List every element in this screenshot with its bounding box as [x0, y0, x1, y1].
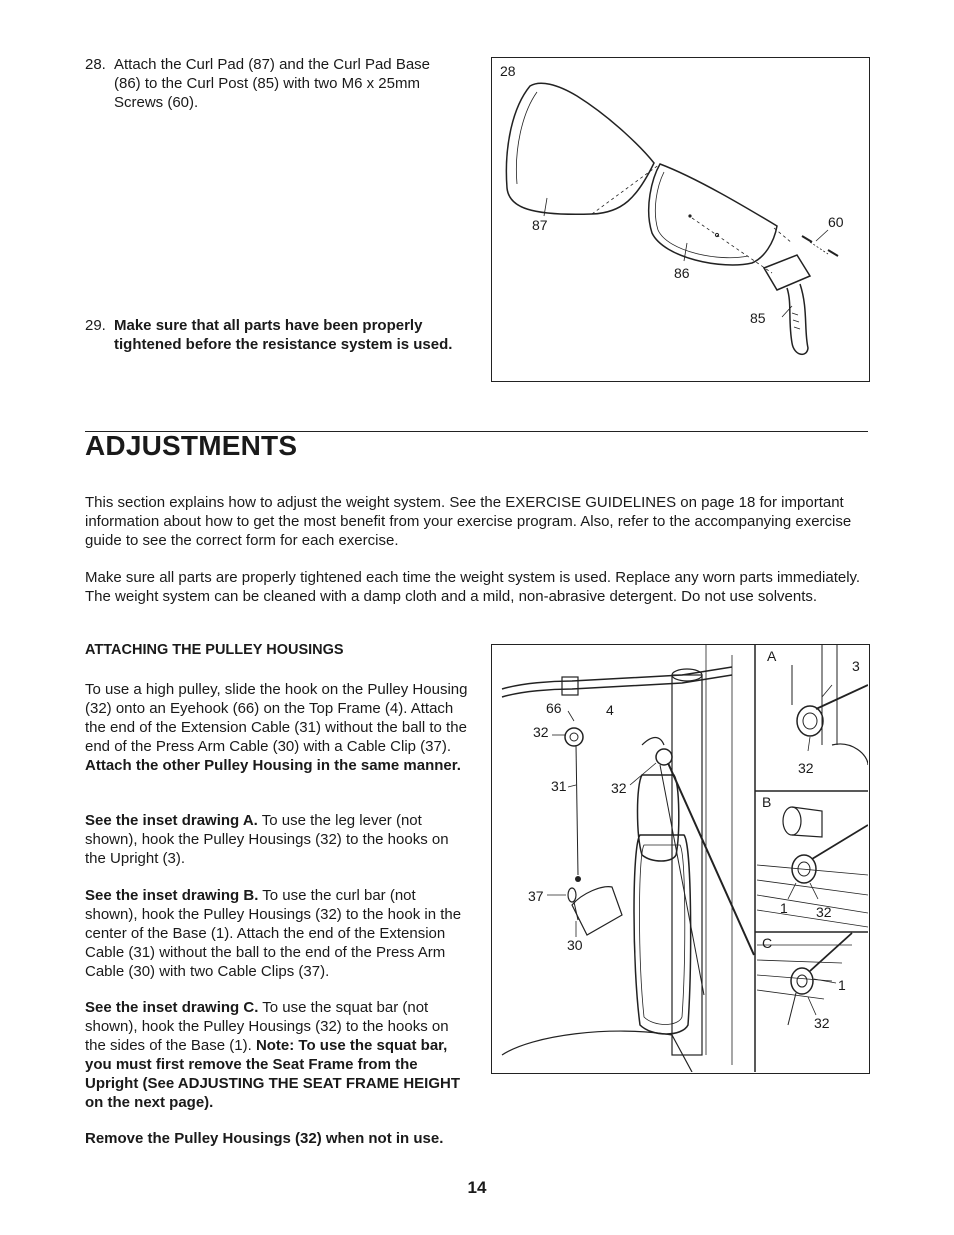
- label-86: 86: [674, 265, 690, 281]
- curl-pad-base-86: [649, 164, 777, 265]
- pulley-p1-text: To use a high pulley, slide the hook on the Pulley Housing (32) onto an Eyehook (66) on the Top Frame (4). Attach the end of the Extension Cable (31) without the ball to the end of the Press Arm Cable (30) with a Cable Clip (37).: [85, 681, 468, 755]
- figure-28: [491, 57, 870, 382]
- curl-post-85: [764, 255, 810, 290]
- pulley-paragraph-4: [85, 998, 470, 1112]
- step-28-number: 28.: [85, 56, 106, 73]
- label-30: 30: [567, 937, 583, 953]
- figure-28-drawing: [492, 58, 868, 380]
- pulley-p2-bold: See the inset drawing A.: [85, 812, 258, 829]
- label-32-upper: 32: [533, 724, 549, 740]
- inset-c-label-32: 32: [814, 1015, 830, 1031]
- step-28-text: Attach the Curl Pad (87) and the Curl Pad Base (86) to the Curl Post (85) with two M6 x 25mm Screws (60).: [114, 56, 431, 111]
- intro-paragraph-2: Make sure all parts are properly tightened each time the weight system is used. Replace any worn parts immediately. The weight system can be cleaned with a damp cloth and a mild, non-abrasive detergent. Do not use solvents.: [85, 569, 861, 605]
- inset-c-letter: C: [762, 935, 773, 951]
- pulley-heading: ATTACHING THE PULLEY HOUSINGS: [85, 642, 344, 658]
- label-4: 4: [606, 702, 614, 718]
- inset-b-label-32: 32: [816, 904, 832, 920]
- label-37: 37: [528, 888, 544, 904]
- pulley-p4-note: Note: To use the squat bar, you must first remove the Seat Frame from the Upright (See ADJUSTING THE SEAT FRAME HEIGHT on the next page).: [85, 1037, 461, 1111]
- pulley-p3-bold: See the inset drawing B.: [85, 887, 259, 904]
- label-85: 85: [750, 310, 766, 326]
- label-32-lower: 32: [611, 780, 627, 796]
- label-66: 66: [546, 700, 562, 716]
- inset-a-label-32: 32: [798, 760, 814, 776]
- inset-b-label-1: 1: [780, 900, 788, 916]
- pulley-p3-text: To use the curl bar (not shown), hook the Pulley Housings (32) to the hook in the center of the Base (1). Attach the end of the Extension Cable (31) without the ball to the end of the Press Arm Cable (30) with two Cable Clips (37).: [85, 887, 462, 980]
- page-number: 14: [467, 1178, 487, 1197]
- pulley-paragraph-1: [85, 680, 470, 775]
- figure-28-number: 28: [500, 63, 516, 79]
- label-60: 60: [828, 214, 844, 230]
- pulley-p1-bold: Attach the other Pulley Housing in the same manner.: [85, 757, 461, 774]
- curl-pad-87: [506, 83, 654, 214]
- inset-c-label-1: 1: [838, 977, 846, 993]
- inset-a-letter: A: [767, 648, 777, 664]
- pulley-p4-bold: See the inset drawing C.: [85, 999, 259, 1016]
- label-87: 87: [532, 217, 548, 233]
- step-29-text: Make sure that all parts have been properly tightened before the resistance system is used.: [114, 317, 453, 353]
- inset-a-label-3: 3: [852, 658, 860, 674]
- pulley-p4-text: To use the squat bar (not shown), hook the Pulley Housings (32) to the hooks on the sides of the Base (1).: [85, 999, 449, 1054]
- inset-b-letter: B: [762, 794, 772, 810]
- step-29-number: 29.: [85, 317, 106, 334]
- section-title: ADJUSTMENTS: [85, 430, 298, 461]
- figure-pulley-drawing: [492, 645, 868, 1072]
- label-31: 31: [551, 778, 567, 794]
- intro-paragraph-1: This section explains how to adjust the weight system. See the EXERCISE GUIDELINES on page 18 for important information about how to get the most benefit from your exercise program. Also, refer to the accompanying exercise guide to see the correct form for each exercise.: [85, 494, 852, 549]
- pulley-p2-text: To use the leg lever (not shown), hook the Pulley Housings (32) to the hooks on the Upright (3).: [85, 812, 449, 867]
- figure-pulley-housings: [491, 644, 870, 1074]
- pulley-paragraph-2: [85, 811, 470, 868]
- pulley-paragraph-3: [85, 886, 470, 981]
- pulley-paragraph-5: Remove the Pulley Housings (32) when not in use.: [85, 1130, 444, 1147]
